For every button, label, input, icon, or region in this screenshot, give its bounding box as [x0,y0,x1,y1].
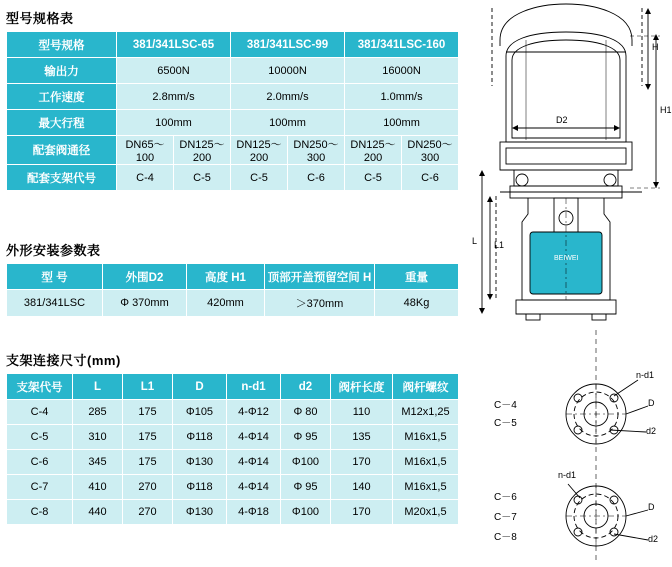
table-cell: M16x1,5 [393,475,459,500]
label-code-c7: C－7 [494,512,517,523]
table-cell: Φ130 [173,500,227,525]
table-cell: 4-Φ14 [227,450,281,475]
label-l1: L1 [494,240,505,250]
table-row [7,110,459,136]
label-code-c4: C－4 [494,400,517,411]
table-cell: Φ105 [173,400,227,425]
bracket-table-block [0,350,459,525]
table-cell: C-6 [7,450,73,475]
table-cell: C-5 [174,165,231,191]
table-cell: C-5 [7,425,73,450]
table-header-cell: 外围D2 [103,264,187,290]
table-cell: 285 [73,400,123,425]
table-cell: 270 [123,475,173,500]
table-cell: 270 [123,500,173,525]
label-d2-upper: d2 [646,426,657,436]
label-code-c8: C－8 [494,532,517,543]
table-row [7,500,459,525]
dimension-table-block [0,240,459,317]
table-header-cell: 顶部开盖预留空间 H [265,264,375,290]
table-cell: 48Kg [375,290,459,317]
spec-table-block [0,8,459,191]
table-cell: Φ 80 [281,400,331,425]
table-cell: 100mm [345,110,459,136]
row-label: 输出力 [7,58,117,84]
label-l: L [472,236,478,246]
table-cell: 2.8mm/s [117,84,231,110]
table-cell: M12x1,25 [393,400,459,425]
table-cell: 4-Φ12 [227,400,281,425]
table-header-cell: D [173,374,227,400]
table-cell: 4-Φ14 [227,425,281,450]
row-label: 工作速度 [7,84,117,110]
table-cell: 4-Φ14 [227,475,281,500]
table-cell: Φ 95 [281,475,331,500]
table-cell: 420mm [187,290,265,317]
table-cell: 410 [73,475,123,500]
table-cell: 170 [331,500,393,525]
label-h-top: H [652,42,659,52]
table-header-cell: n-d1 [227,374,281,400]
table-row [7,425,459,450]
table-cell: 440 [73,500,123,525]
table-cell: C-7 [7,475,73,500]
table-cell: 1.0mm/s [345,84,459,110]
row-label: 最大行程 [7,110,117,136]
table-cell: Φ100 [281,450,331,475]
dimension-table [6,263,459,317]
row-label: 配套阀通径 [7,136,117,165]
table-row [7,475,459,500]
table-cell: 310 [73,425,123,450]
table-cell: Φ 370mm [103,290,187,317]
label-n-d1-lower: n-d1 [558,470,577,480]
table-cell: M16x1,5 [393,450,459,475]
label-d-upper: D [648,398,655,408]
bracket-table-title: 支架连接尺寸(mm) [6,353,121,368]
brand-mark: BEIWEI [554,255,579,262]
table-cell: DN125～200 [174,136,231,165]
table-cell: C-5 [345,165,402,191]
label-code-c6: C－6 [494,492,517,503]
table-cell: DN250～300 [288,136,345,165]
table-cell: DN125～200 [345,136,402,165]
table-cell: Φ118 [173,475,227,500]
table-cell: 100mm [231,110,345,136]
label-d2-lower: d2 [648,534,659,544]
table-header-row [7,264,459,290]
table-row [7,136,459,165]
table-cell: M16x1,5 [393,425,459,450]
bracket-table [6,373,459,525]
table-header-cell: 阀杆螺纹 [393,374,459,400]
table-cell: 175 [123,450,173,475]
label-n-d1-upper: n-d1 [636,370,655,380]
table-row [7,450,459,475]
label-d-lower: D [648,502,655,512]
table-header-cell: 型号规格 [7,32,117,58]
table-cell: 10000N [231,58,345,84]
table-header-cell: 支架代号 [7,374,73,400]
table-cell: 6500N [117,58,231,84]
table-header-cell: d2 [281,374,331,400]
spec-table [6,31,459,191]
table-header-cell: L [73,374,123,400]
table-cell: M20x1,5 [393,500,459,525]
table-cell: Φ130 [173,450,227,475]
table-header-cell: 高度 H1 [187,264,265,290]
table-row [7,84,459,110]
table-cell: C-5 [231,165,288,191]
table-cell: 381/341LSC [7,290,103,317]
table-cell: 175 [123,425,173,450]
drawing-column [470,0,672,567]
table-cell: ＞370mm [265,290,375,317]
table-cell: 110 [331,400,393,425]
table-header-cell: 型 号 [7,264,103,290]
table-cell: 135 [331,425,393,450]
table-cell: DN125～200 [231,136,288,165]
table-cell: 2.0mm/s [231,84,345,110]
table-cell: C-6 [402,165,459,191]
table-cell: C-4 [7,400,73,425]
label-d2-body: D2 [556,115,568,125]
table-cell: DN250～300 [402,136,459,165]
table-cell: C-8 [7,500,73,525]
table-header-cell: 381/341LSC-160 [345,32,459,58]
actuator-technical-drawing [470,0,672,567]
table-cell: 100mm [117,110,231,136]
table-row [7,400,459,425]
table-cell: 170 [331,450,393,475]
table-header-cell: 381/341LSC-65 [117,32,231,58]
table-header-cell: 381/341LSC-99 [231,32,345,58]
table-cell: 140 [331,475,393,500]
table-header-cell: L1 [123,374,173,400]
table-cell: 345 [73,450,123,475]
table-header-row [7,32,459,58]
dimension-table-title: 外形安装参数表 [6,243,101,258]
label-h1: H1 [660,105,672,115]
label-code-c5: C－5 [494,418,517,429]
spec-table-title: 型号规格表 [6,11,74,26]
table-row [7,165,459,191]
table-cell: 16000N [345,58,459,84]
table-header-cell: 重量 [375,264,459,290]
table-header-cell: 阀杆长度 [331,374,393,400]
table-row [7,290,459,317]
row-label: 配套支架代号 [7,165,117,191]
table-cell: Φ 95 [281,425,331,450]
table-cell: C-4 [117,165,174,191]
table-cell: 175 [123,400,173,425]
table-header-row [7,374,459,400]
table-cell: 4-Φ18 [227,500,281,525]
table-cell: Φ118 [173,425,227,450]
table-cell: C-6 [288,165,345,191]
table-row [7,58,459,84]
table-cell: DN65～100 [117,136,174,165]
table-cell: Φ100 [281,500,331,525]
